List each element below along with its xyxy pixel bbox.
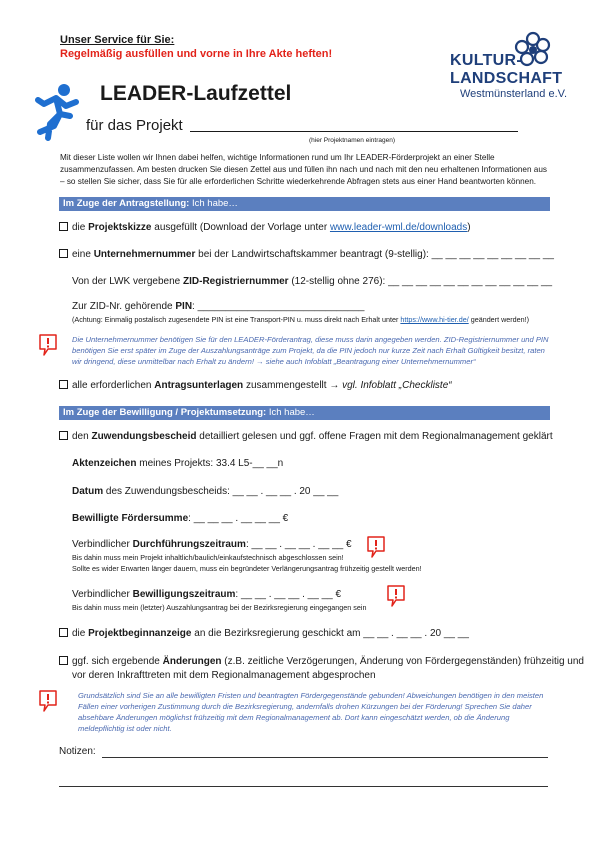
- text-bold: Projektskizze: [88, 222, 152, 233]
- instruction-heading: Regelmäßig ausfüllen und vorne in Ihre Akte heften!: [60, 48, 333, 60]
- item-unternehmernummer: [59, 249, 554, 260]
- logo-line-2: LANDSCHAFT: [450, 70, 563, 87]
- section-1-title-rest: Ich habe…: [189, 198, 238, 209]
- text: alle erforderlichen: [72, 380, 155, 391]
- checkbox-projektskizze[interactable]: [59, 222, 68, 231]
- text: meines Projekts: 33.4 L5-__ __n: [136, 458, 284, 469]
- warning-icon: [38, 689, 58, 713]
- service-heading: Unser Service für Sie:: [60, 34, 175, 46]
- text-bold: Antragsunterlagen: [154, 380, 244, 391]
- text-bold: Zuwendungsbescheid: [91, 431, 197, 442]
- text: des Zuwendungsbescheids: __ __ . __ __ . 20 __ __: [103, 486, 339, 497]
- section-1-title: Im Zuge der Antragstellung:: [63, 198, 190, 209]
- notes-label: Notizen:: [59, 746, 96, 757]
- bewilligungszeitraum-line: [72, 589, 341, 600]
- text: an die Bezirksregierung geschickt am __ __ . __ __ . 20 __ __: [191, 628, 469, 639]
- logo-line-3: Westmünsterland e.V.: [460, 88, 568, 100]
- text-bold: Durchführungszeitraum: [132, 539, 246, 550]
- text-bold: Projektbeginnanzeige: [88, 628, 192, 639]
- hi-tier-link[interactable]: https://www.hi-tier.de/: [400, 315, 469, 324]
- item-zuwendungsbescheid: [59, 431, 553, 442]
- text: : __ __ . __ __ . __ __ €: [245, 539, 352, 550]
- warning-icon: [366, 535, 386, 559]
- item-projektbeginnanzeige: [59, 628, 469, 639]
- checkbox-aenderungen[interactable]: [59, 656, 68, 665]
- bwz-note: Bis dahin muss mein (letzter) Auszahlungsantrag bei der Bezirksregierung eingegangen sein: [72, 603, 367, 612]
- pin-note: [72, 315, 529, 324]
- warning-note-2: Grundsätzlich sind Sie an alle bewilligten Fristen und beantragten Fördergegenstände gebunden! Abweichungen benötigen in den meisten Fällen einer vorherigen Zustimmung durch die Bezirksregierung, andernfalls drohen Kürzungen bei der Förderung! Sprechen Sie daher absehbare Änderungen möglichst frühzeitig mit dem Regionalmanagement ab. Dort kann eingeschätzt werden, ob die Änderung meldepflichtig ist oder nicht.: [78, 691, 544, 733]
- download-link[interactable]: www.leader-wml.de/downloads: [329, 222, 468, 233]
- text: ausgefüllt (Download der Vorlage unter: [151, 222, 330, 233]
- warning-icon: [386, 584, 406, 608]
- text: : __ __ __ . __ __ __ €: [188, 513, 289, 524]
- text: : ______________________________: [192, 301, 365, 312]
- text: die: [72, 222, 89, 233]
- pin-line: [72, 301, 364, 312]
- checkbox-unternehmernummer[interactable]: [59, 249, 68, 258]
- text: Zur ZID-Nr. gehörende: [72, 301, 176, 312]
- text: Verbindlicher: [72, 589, 133, 600]
- aktenzeichen-line: [72, 458, 283, 469]
- foerdersumme-line: [72, 513, 288, 524]
- text: (12-stellig ohne 276): __ __ __ __ __ __ __ __ __ __ __ __: [288, 276, 553, 287]
- section-2-title-rest: Ich habe…: [266, 407, 315, 418]
- text: ): [467, 222, 471, 233]
- notes-line-1[interactable]: [102, 757, 548, 758]
- warning-icon: [38, 333, 58, 357]
- text-bold: Bewilligte Fördersumme: [72, 513, 189, 524]
- dfz-note-2: Sollte es wider Erwarten länger dauern, muss ein begründeter Verlängerungsantrag frühzeitig gestellt werden!: [72, 564, 422, 573]
- aenderungen-line-2: vor deren Inkrafttreten mit dem Regionalmanagement abgesprochen: [72, 670, 376, 681]
- text: Von der LWK vergebene: [72, 276, 183, 287]
- text: zusammengestellt: [243, 380, 327, 391]
- warning-note-1: Die Unternehmernummer benötigen Sie für den LEADER-Förderantrag, diese muss darin angegeben werden. ZID-Registriernummer und PIN benötigen Sie erst später im Zuge der Auszahlungsanträge zum Projekt, da die PIN jedoch nur kurze Zeit nach Erhalt Gültigkeit besitzt, raten wir dringend, diese unmittelbar nach Erhalt zu ändern! → siehe auch Infoblatt „Beantragung einer Unternehmernummer“: [72, 335, 549, 366]
- text: geändert werden!): [468, 315, 530, 324]
- text: detailliert gelesen und ggf. offene Fragen mit dem Regionalmanagement geklärt: [196, 431, 553, 442]
- text-bold: Datum: [72, 486, 104, 497]
- text: bei der Landwirtschaftskammer beantragt (9-stellig): __ __ __ __ __ __ __ __ __: [195, 249, 554, 260]
- page-title: LEADER-Laufzettel: [100, 82, 292, 105]
- dfz-note-1: Bis dahin muss mein Projekt inhaltlich/baulich/einkaufstechnisch abgeschlossen sein!: [72, 553, 344, 562]
- section-2-title: Im Zuge der Bewilligung / Projektumsetzung:: [63, 407, 267, 418]
- checkliste-reference: → vgl. Infoblatt „Checkliste“: [326, 380, 452, 391]
- section-2-header: [59, 406, 550, 420]
- intro-text: Mit dieser Liste wollen wir Ihnen dabei helfen, wichtige Informationen rund um Ihr LEADER-Förderprojekt an einer Stelle zusammenzufassen. Am besten drucken Sie diesen Zettel aus und füllen ihn nach und nach mit den neu erhaltenen Informationen aus – so stellen Sie sicher, dass Sie für alle erforderlichen Schritte wiederkehrende Abfragen stets aus einer Hand beantworten können.: [60, 153, 548, 186]
- item-projektskizze: [59, 222, 471, 233]
- text: die: [72, 628, 89, 639]
- text-bold: Aktenzeichen: [72, 458, 137, 469]
- logo-line-1: KULTUR-: [450, 52, 523, 69]
- runner-icon: [26, 82, 82, 142]
- text: eine: [72, 249, 94, 260]
- checkbox-zuwendungsbescheid[interactable]: [59, 431, 68, 440]
- project-label: für das Projekt: [86, 117, 183, 134]
- text-bold: Unternehmernummer: [93, 249, 196, 260]
- project-name-field[interactable]: [190, 131, 518, 132]
- zid-line: [72, 276, 552, 287]
- section-1-header: [59, 197, 550, 211]
- checkbox-antragsunterlagen[interactable]: [59, 380, 68, 389]
- item-antragsunterlagen: [59, 380, 452, 391]
- project-name-hint: (hier Projektnamen eintragen): [309, 137, 395, 144]
- text-bold: ZID-Registriernummer: [183, 276, 289, 287]
- text: : __ __ . __ __ . __ __ €: [235, 589, 342, 600]
- text: Verbindlicher: [72, 539, 133, 550]
- checkbox-projektbeginnanzeige[interactable]: [59, 628, 68, 637]
- text: den: [72, 431, 92, 442]
- text-bold: PIN: [175, 301, 193, 312]
- text: (Achtung: Einmalig postalisch zugesendete PIN ist eine Transport-PIN u. muss direkt nach Erhalt unter: [72, 315, 401, 324]
- text: ggf. sich ergebende: [72, 656, 163, 667]
- durchfuehrungszeitraum-line: [72, 539, 352, 550]
- datum-line: [72, 486, 338, 497]
- text: (z.B. zeitliche Verzögerungen, Änderung von Fördergegenständen) frühzeitig und: [221, 656, 584, 667]
- text-bold: Bewilligungszeitraum: [132, 589, 236, 600]
- notes-line-2[interactable]: [59, 786, 548, 787]
- item-aenderungen: [59, 656, 584, 667]
- text-bold: Änderungen: [162, 656, 222, 667]
